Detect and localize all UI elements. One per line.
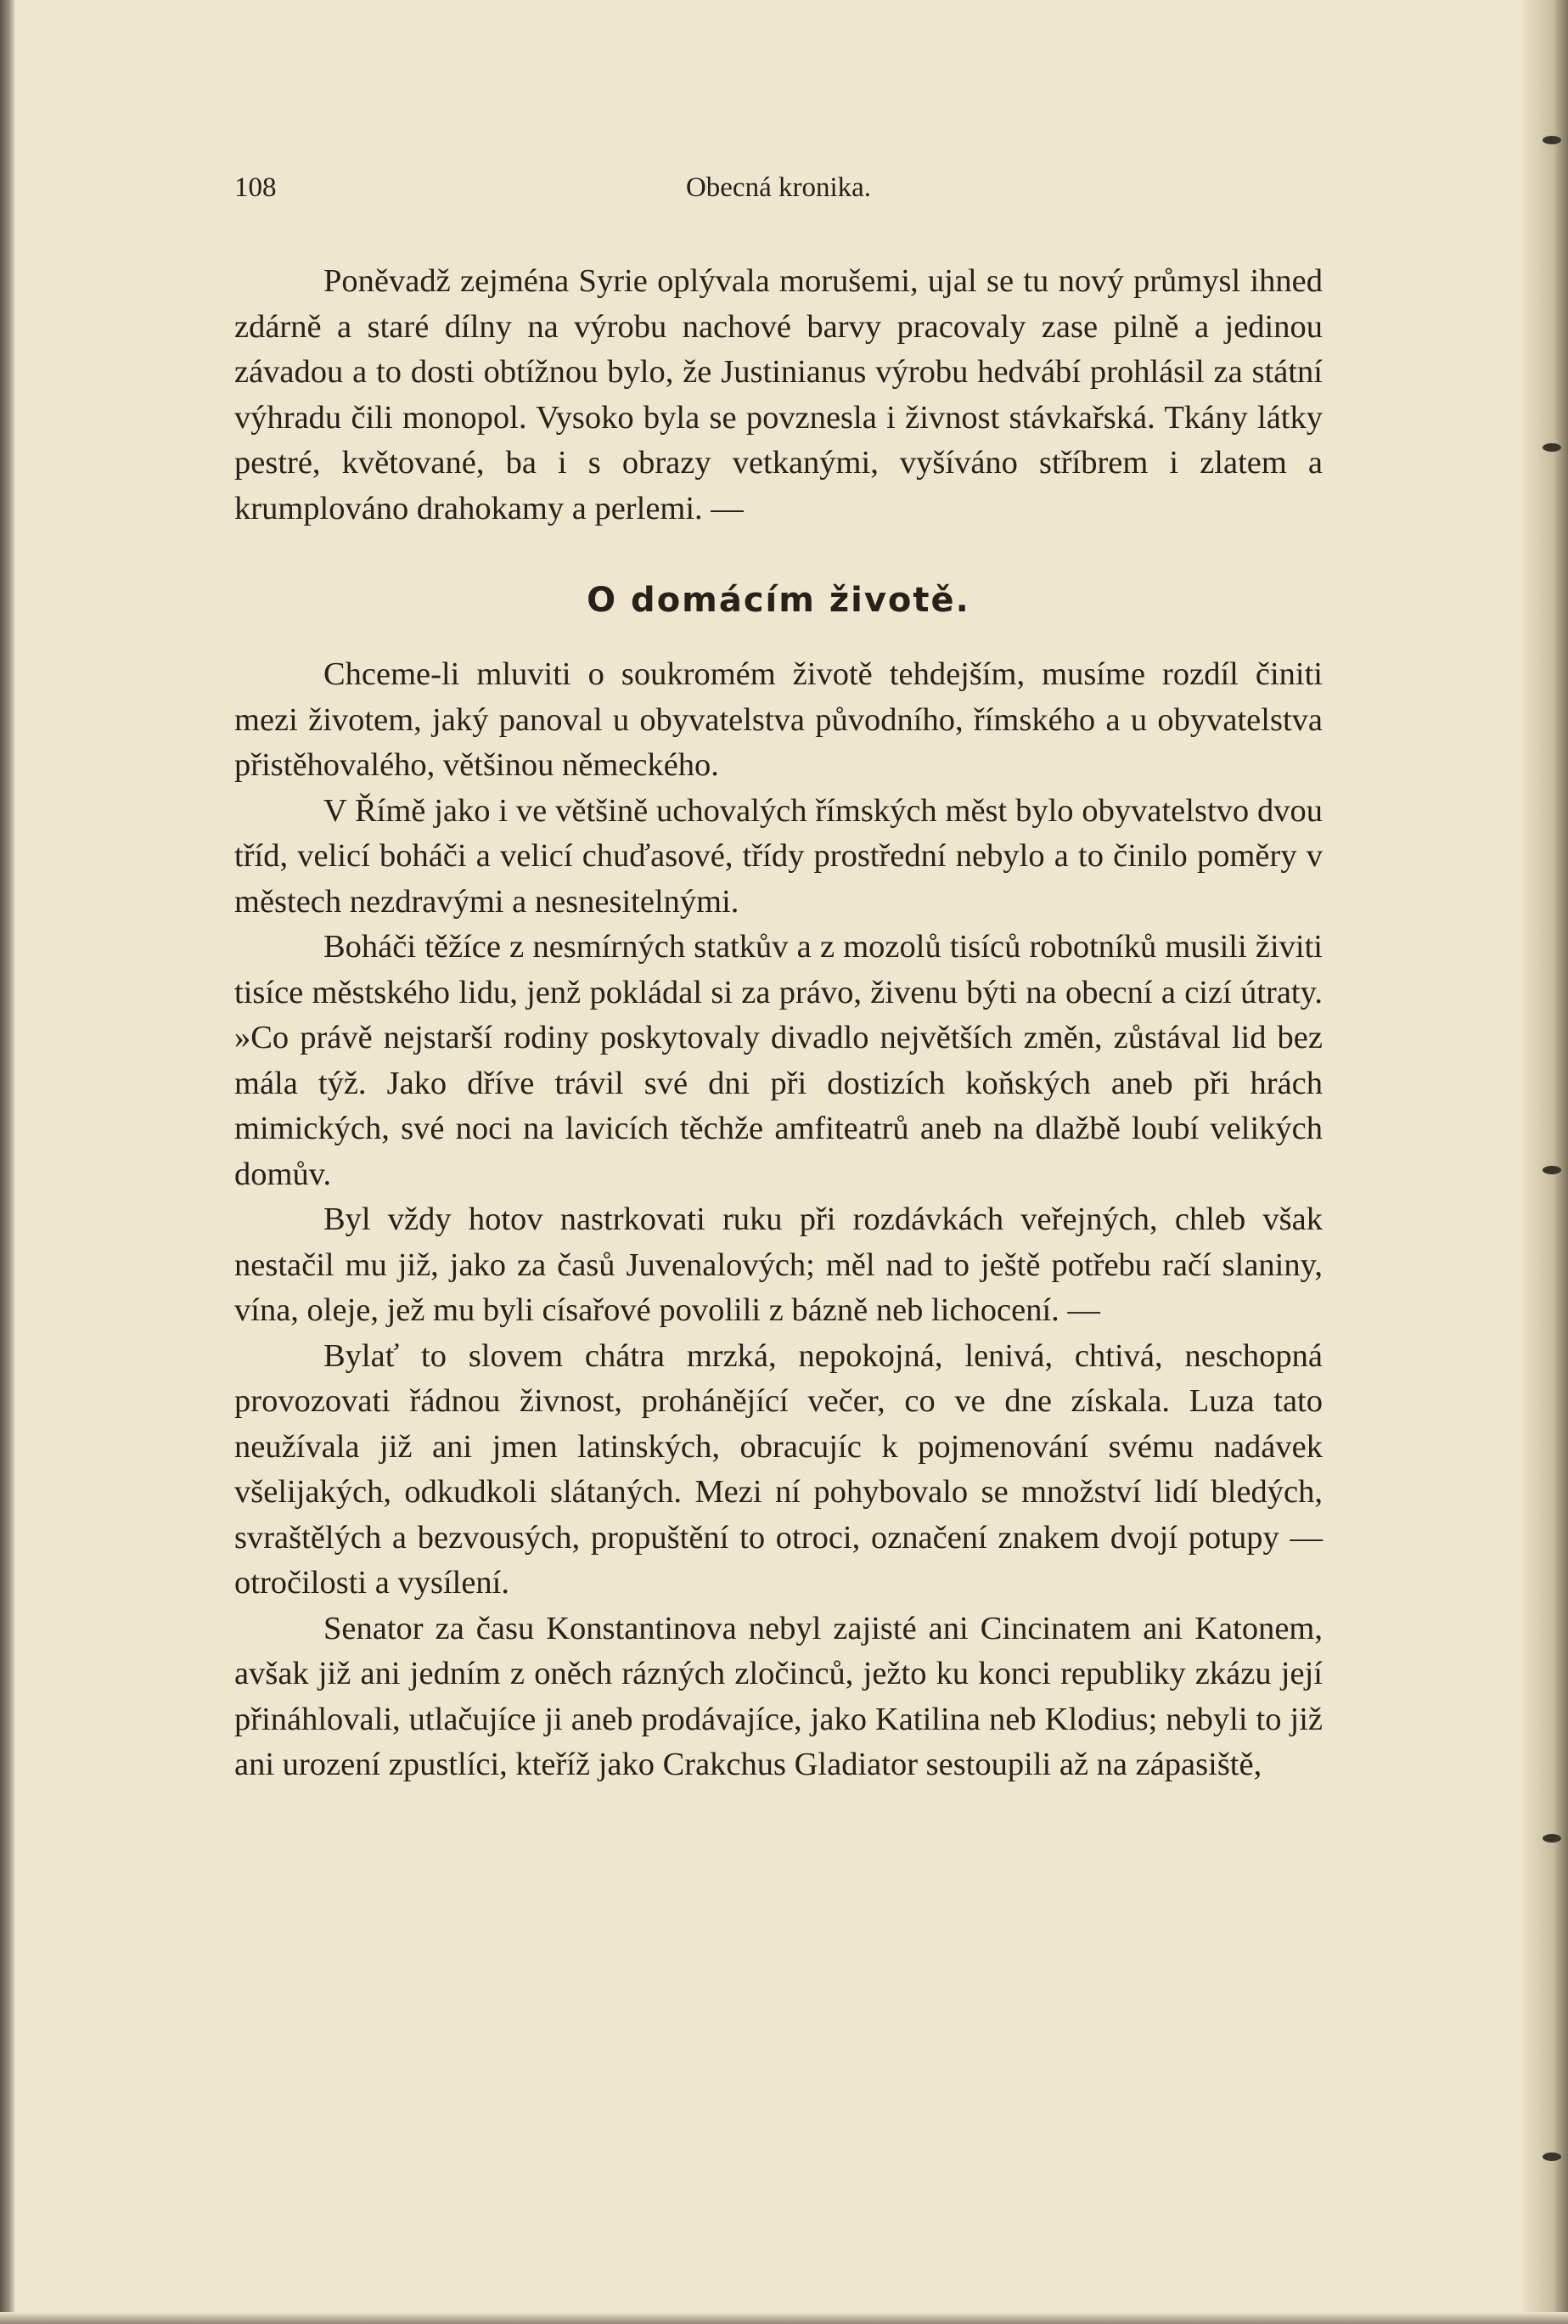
page-right-edge [1519, 0, 1568, 2324]
paragraph: Senator za času Konstantinova nebyl zajisté ani Cincinatem ani Katonem, avšak již ani jedním z oněch rázných zločinců, ježto ku konci republiky zkázu její přináhlovali, utlačujíce ji aneb prodávajíce, jako Katilina neb Klodius; nebyli to již ani urození zpustlíci, kteříž jako Crakchus Gladiator sestoupili až na zápasiště, [234, 1610, 1323, 1782]
page-header [234, 172, 1323, 215]
binding-hole-mark [1543, 443, 1561, 452]
paragraph: Boháči těžíce z nesmírných statkův a z mozolů tisíců robotníků musili živiti tisíce městského lidu, jenž pokládal si za právo, živenu býti na obecní a cizí útraty. »Co právě nejstarší rodiny poskytovaly divadlo největších změn, zůstával lid bez mála týž. Jako dříve trávil své dni při dostizích koňských aneb při hrách mimických, své noci na lavicích těchže amfiteatrů aneb na dlažbě loubí velikých domův. [234, 929, 1323, 1192]
binding-hole-mark [1543, 136, 1561, 144]
page-left-edge [0, 0, 15, 2324]
paragraph: Byl vždy hotov nastrkovati ruku při rozdávkách veřejných, chleb však nestačil mu již, jako za časů Juvenalových; měl nad to ještě potřebu račí slaniny, vína, oleje, jež mu byli císařové povolili z bázně neb lichocení. — [234, 1201, 1323, 1328]
paragraph: Chceme-li mluviti o soukromém životě tehdejším, musíme rozdíl činiti mezi životem, jaký panoval u obyvatelstva původního, římského a u obyvatelstva přistěhovalého, většinou německého. [234, 656, 1323, 783]
running-title: Obecná kronika. [685, 172, 872, 203]
page-bottom-edge [0, 2312, 1568, 2324]
binding-hole-mark [1543, 1834, 1561, 1843]
page-body [234, 259, 1323, 1788]
paragraph: Bylať to slovem chátra mrzká, nepokojná, lenivá, chtivá, neschopná provozovati řádnou živnost, prohánějící večer, co ve dne získala. Luza tato neužívala již ani jmen latinských, obracujíc k pojmenování svému nadávek všelijakých, odkudkoli slátaných. Mezi ní pohybovalo se množství lidí bledých, svraštělých a bezvousých, propuštění to otroci, označení znakem dvojí potupy — otročilosti a vysílení. [234, 1337, 1323, 1601]
binding-hole-mark [1543, 2152, 1561, 2161]
binding-hole-mark [1543, 1166, 1561, 1174]
paragraph: Poněvadž zejména Syrie oplývala morušemi, ujal se tu nový průmysl ihned zdárně a staré dílny na výrobu nachové barvy pracovaly zase pilně a jedinou závadou a to dosti obtížnou bylo, že Justinianus výrobu hedvábí prohlásil za státní výhradu čili monopol. Vysoko byla se povznesla i živnost stávkařská. Tkány látky pestré, květované, ba i s obrazy vetkanými, vyšíváno stříbrem i zlatem a krumplováno drahokamy a perlemi. — [234, 263, 1323, 526]
page-number: 108 [234, 172, 277, 203]
paragraph: V Římě jako i ve většině uchovalých římských měst bylo obyvatelstvo dvou tříd, velicí boháči a velicí chuďasové, třídy prostřední nebylo a to činilo poměry v městech nezdravými a nesnesitelnými. [234, 792, 1323, 920]
section-heading: O domácím životě. [587, 581, 970, 620]
